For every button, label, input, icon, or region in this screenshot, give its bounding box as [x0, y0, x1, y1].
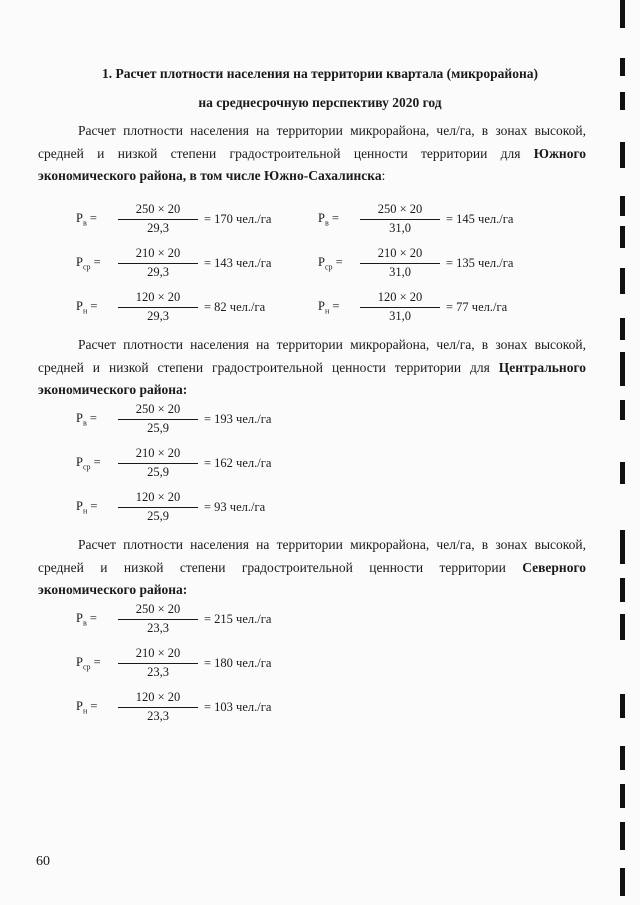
formula-fraction — [360, 202, 440, 236]
scan-binding-mark — [620, 868, 625, 896]
scan-binding-mark — [620, 614, 625, 640]
scan-binding-mark — [620, 530, 625, 564]
formula-row — [76, 202, 271, 236]
scan-binding-mark — [620, 58, 625, 76]
formula-denominator: 29,3 — [147, 265, 169, 279]
scan-binding-mark — [620, 578, 625, 602]
formula-lhs: $Р_{ср}$ = — [76, 654, 101, 672]
formula-numerator: 120 × 20 — [360, 290, 440, 308]
paragraph-text: Расчет плотности населения на территории микрорайона, чел/га, в зонах высокой, средней и низкой степени градостроительной ценности территории для — [38, 337, 586, 375]
formula-denominator: 31,0 — [389, 309, 411, 323]
paragraph-emphasis: Южного экономического района, в том числе Южно-Сахалинска — [38, 145, 586, 183]
scan-binding-mark — [620, 226, 625, 248]
paragraph-text: Расчет плотности населения на территории микрорайона, чел/га, в зонах высокой, средней и низкой степени градостроительной ценности территории для — [38, 123, 586, 161]
formula-numerator: 250 × 20 — [118, 202, 198, 220]
formula-lhs: $Р_{ср}$ = — [318, 254, 343, 272]
formula-lhs: $Р_в$ = — [76, 610, 97, 628]
formula-fraction — [118, 490, 198, 524]
paragraph-emphasis: Центрального экономического района: — [38, 359, 586, 397]
formula-lhs: $Р_н$ = — [318, 298, 340, 316]
formula-result: = 170 чел./га — [204, 211, 272, 226]
formula-row — [76, 602, 271, 636]
formula-denominator: 31,0 — [389, 265, 411, 279]
scan-binding-mark — [620, 400, 625, 420]
formula-numerator: 210 × 20 — [360, 246, 440, 264]
scan-binding-mark — [620, 822, 625, 850]
formula-row — [76, 290, 265, 324]
formula-lhs: $Р_н$ = — [76, 698, 98, 716]
formula-numerator: 250 × 20 — [118, 402, 198, 420]
paragraph-punctuation: : — [381, 168, 386, 183]
paragraph-south-district — [38, 120, 586, 188]
formula-numerator: 210 × 20 — [118, 646, 198, 664]
formula-denominator: 23,3 — [147, 709, 169, 723]
formula-fraction — [118, 202, 198, 236]
paragraph-emphasis: Северного экономического района: — [38, 559, 586, 597]
paragraph-central-district — [38, 334, 586, 402]
formula-row — [318, 290, 507, 324]
paragraph-north-district — [38, 534, 586, 602]
section-heading-line-1: 1. Расчет плотности населения на территории квартала (микрорайона) — [102, 66, 538, 81]
formula-denominator: 25,9 — [147, 465, 169, 479]
formula-numerator: 120 × 20 — [118, 690, 198, 708]
formula-row — [76, 646, 271, 680]
formula-denominator: 25,9 — [147, 421, 169, 435]
formula-result: = 193 чел./га — [204, 411, 272, 426]
formula-row — [318, 246, 513, 280]
scan-binding-mark — [620, 196, 625, 216]
formula-numerator: 210 × 20 — [118, 246, 198, 264]
formula-row — [318, 202, 513, 236]
scan-binding-mark — [620, 462, 625, 484]
formula-fraction — [118, 446, 198, 480]
section-heading-line-2: на среднесрочную перспективу 2020 год — [198, 95, 442, 110]
formula-lhs: $Р_в$ = — [318, 210, 339, 228]
formula-row — [76, 490, 265, 524]
scan-binding-mark — [620, 0, 625, 28]
formula-row — [76, 402, 271, 436]
formula-fraction — [118, 246, 198, 280]
formula-result: = 82 чел./га — [204, 299, 266, 314]
scan-binding-mark — [620, 268, 625, 294]
formula-result: = 145 чел./га — [446, 211, 514, 226]
formula-fraction — [360, 290, 440, 324]
formula-row — [76, 246, 271, 280]
formula-numerator: 250 × 20 — [360, 202, 440, 220]
formula-result: = 135 чел./га — [446, 255, 514, 270]
formula-numerator: 120 × 20 — [118, 290, 198, 308]
formula-lhs: $Р_в$ = — [76, 410, 97, 428]
formula-denominator: 29,3 — [147, 309, 169, 323]
formula-lhs: $Р_{ср}$ = — [76, 254, 101, 272]
formula-numerator: 210 × 20 — [118, 446, 198, 464]
formula-result: = 162 чел./га — [204, 455, 272, 470]
formula-result: = 103 чел./га — [204, 699, 272, 714]
formula-lhs: $Р_{ср}$ = — [76, 454, 101, 472]
formula-fraction — [118, 646, 198, 680]
formula-fraction — [360, 246, 440, 280]
scan-binding-mark — [620, 694, 625, 718]
scan-binding-mark — [620, 92, 625, 110]
formula-lhs: $Р_н$ = — [76, 498, 98, 516]
formula-result: = 215 чел./га — [204, 611, 272, 626]
scan-binding-mark — [620, 746, 625, 770]
scan-binding-mark — [620, 142, 625, 168]
formula-denominator: 25,9 — [147, 509, 169, 523]
formula-result: = 93 чел./га — [204, 499, 266, 514]
formula-numerator: 120 × 20 — [118, 490, 198, 508]
formula-denominator: 29,3 — [147, 221, 169, 235]
formula-row — [76, 690, 271, 724]
formula-fraction — [118, 402, 198, 436]
formula-result: = 143 чел./га — [204, 255, 272, 270]
formula-denominator: 31,0 — [389, 221, 411, 235]
formula-fraction — [118, 690, 198, 724]
formula-row — [76, 446, 271, 480]
scan-binding-mark — [620, 318, 625, 340]
formula-lhs: $Р_в$ = — [76, 210, 97, 228]
scan-binding-mark — [620, 784, 625, 808]
formula-numerator: 250 × 20 — [118, 602, 198, 620]
scan-binding-mark — [620, 352, 625, 386]
paragraph-text: Расчет плотности населения на территории микрорайона, чел/га, в зонах высокой, средней и низкой степени градостроительной ценности территории — [38, 537, 586, 575]
formula-fraction — [118, 290, 198, 324]
formula-fraction — [118, 602, 198, 636]
formula-result: = 77 чел./га — [446, 299, 508, 314]
page-number: 60 — [36, 854, 50, 869]
formula-denominator: 23,3 — [147, 665, 169, 679]
formula-result: = 180 чел./га — [204, 655, 272, 670]
formula-denominator: 23,3 — [147, 621, 169, 635]
formula-lhs: $Р_н$ = — [76, 298, 98, 316]
